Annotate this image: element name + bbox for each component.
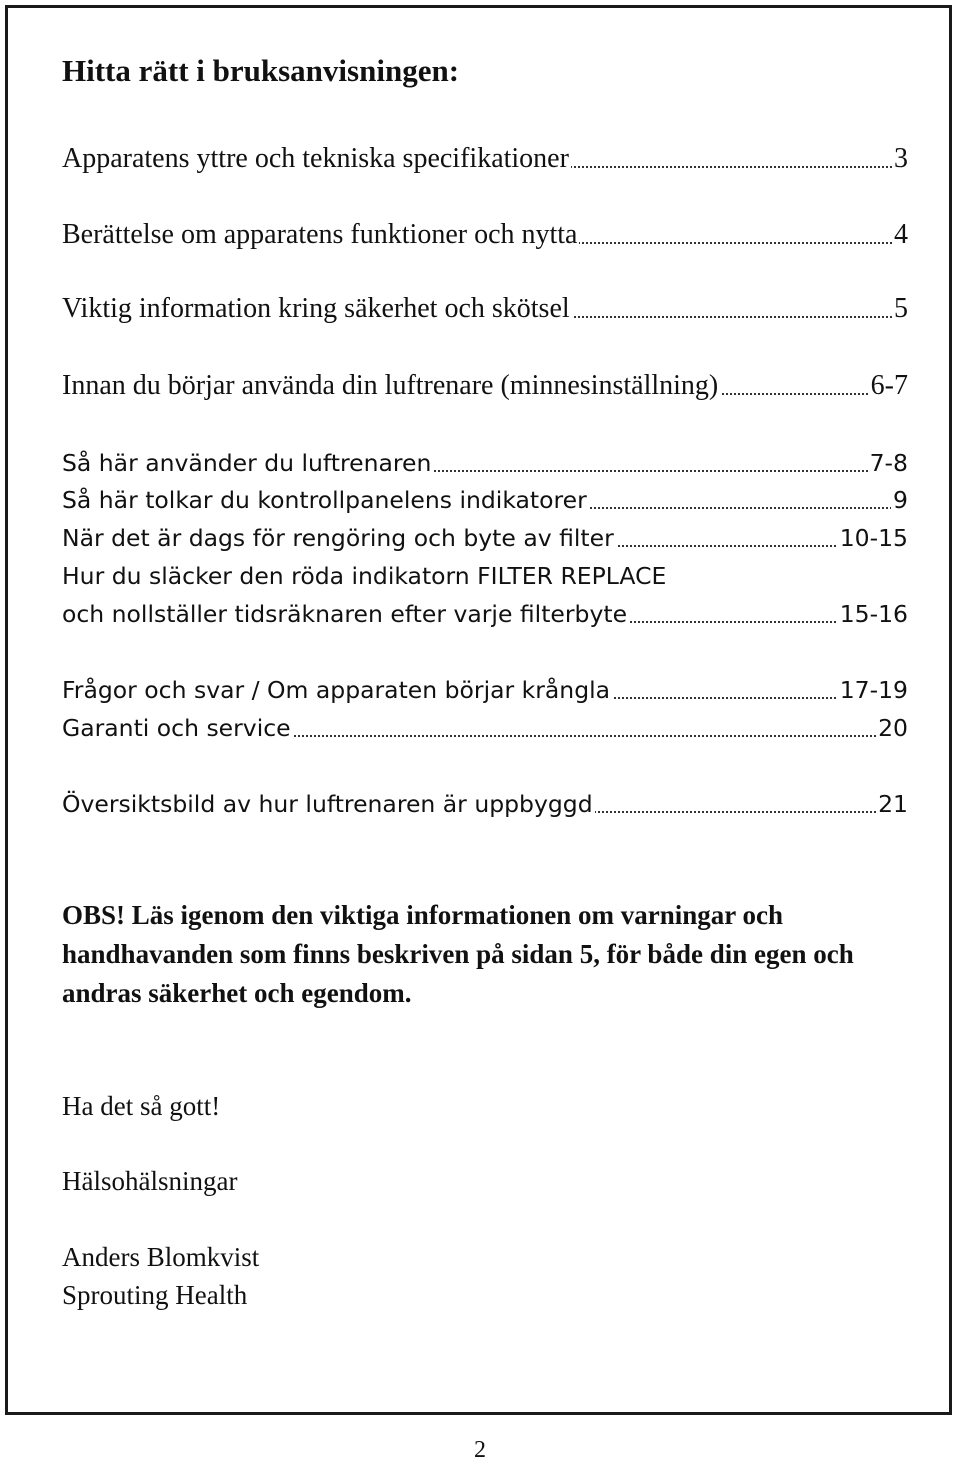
toc-entry	[62, 291, 908, 327]
toc-entry-text: Innan du börjar använda din luftrenare (minnesinställning)	[62, 368, 720, 404]
toc-entry-page: 10-15	[838, 520, 908, 556]
toc-entry	[62, 672, 908, 708]
toc-entry-text: Frågor och svar / Om apparaten börjar krångla	[62, 672, 612, 708]
toc-entry	[62, 520, 908, 556]
closing-regards: Hälsohälsningar	[62, 1166, 238, 1196]
toc-entry-page: 9	[891, 482, 908, 518]
toc-entry-text: Garanti och service	[62, 710, 293, 746]
toc-entry-text: Så här använder du luftrenaren	[62, 445, 433, 481]
toc-entry-text: När det är dags för rengöring och byte av filter	[62, 520, 616, 556]
toc-entry-page: 17-19	[838, 672, 908, 708]
toc-entry-page: 20	[876, 710, 908, 746]
toc-entry-page: 15-16	[838, 596, 908, 632]
toc-entry	[62, 786, 908, 822]
toc-entry-text: Översiktsbild av hur luftrenaren är uppbyggd	[62, 786, 595, 822]
toc-entry-page: 6-7	[869, 368, 908, 404]
toc-entry-text: Hur du släcker den röda indikatorn FILTER REPLACE	[62, 562, 667, 590]
toc-entry-page: 3	[892, 141, 908, 177]
closing-greeting: Ha det så gott!	[62, 1091, 221, 1121]
toc-entry	[62, 368, 908, 404]
toc-entry	[62, 710, 908, 746]
signature-company: Sprouting Health	[62, 1280, 248, 1310]
toc-entry-text: Så här tolkar du kontrollpanelens indikatorer	[62, 482, 589, 518]
page-title: Hitta rätt i bruksanvisningen:	[62, 53, 460, 88]
toc-entry	[62, 217, 908, 253]
toc-entry-page: 21	[876, 786, 908, 822]
toc-entry-text: Viktig information kring säkerhet och skötsel	[62, 291, 572, 327]
page-number: 2	[474, 1437, 486, 1463]
safety-notice: OBS! Läs igenom den viktiga informationen om varningar och handhavanden som finns beskriven på sidan 5, för både din egen och andras säkerhet och egendom.	[62, 900, 854, 1008]
toc-entry	[62, 445, 908, 481]
toc-entry	[62, 596, 908, 632]
signature-name: Anders Blomkvist	[62, 1242, 260, 1272]
toc-entry-text: Apparatens yttre och tekniska specifikationer	[62, 141, 571, 177]
toc-entry-text: Berättelse om apparatens funktioner och nytta	[62, 217, 579, 253]
toc-entry-page: 4	[892, 217, 908, 253]
toc-entry	[62, 141, 908, 177]
toc-entry	[62, 482, 908, 518]
toc-entry-text: och nollställer tidsräknaren efter varje filterbyte	[62, 596, 629, 632]
toc-entry-page: 5	[892, 291, 908, 327]
toc-entry-page: 7-8	[868, 445, 908, 481]
